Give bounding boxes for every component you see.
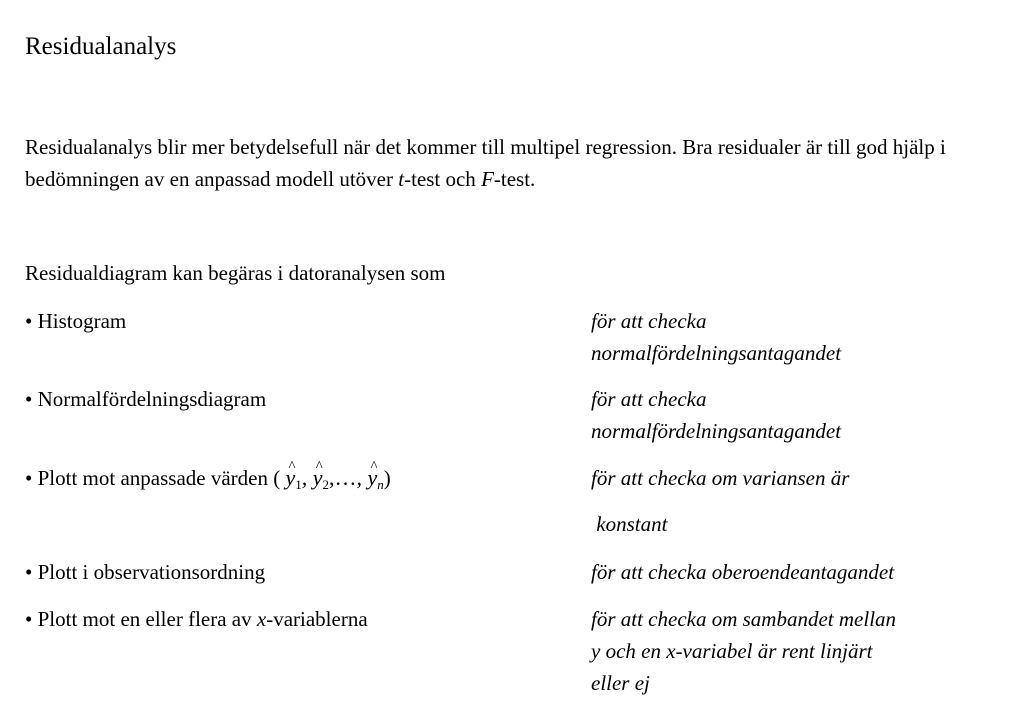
desc-line: normalfördelningsantagandet [591, 419, 842, 443]
paragraph-text-1: Residualanalys blir mer betydelsefull när det kommer till multipel regression. Bra residualer är till god hjälp i bedömningen av en anpassad modell utöver [25, 135, 946, 191]
item-label: • Normalfördelningsdiagram [25, 387, 267, 411]
list-item-normal-plot [25, 383, 266, 415]
item-label: • Plott mot anpassade värden ( [25, 466, 281, 490]
item-label: • Plott mot en eller flera av [25, 607, 257, 631]
intro-paragraph [25, 131, 985, 195]
paragraph-text-2: -test och [404, 167, 482, 191]
desc-line: y och en x-variabel är rent linjärt [591, 639, 873, 663]
f-symbol: F [481, 167, 494, 191]
t-symbol: t [398, 167, 405, 191]
item-description [591, 462, 849, 540]
paragraph-text-3: -test. [493, 167, 536, 191]
list-item-fitted-values [25, 462, 391, 501]
item-label: • Plott i observationsordning [25, 560, 266, 584]
list-item-x-variables [25, 603, 368, 635]
item-description [591, 603, 896, 699]
fitted-values-formula: ^ $y_1$, ^ $y_2,\dots$, ^ $y_n$ [285, 465, 383, 490]
item-description [591, 556, 894, 588]
desc-line: för att checka om sambandet mellan [591, 607, 897, 631]
diagram-intro: Residualdiagram kan begäras i datoranalysen som [25, 261, 446, 285]
desc-line: för att checka om variansen är [591, 466, 850, 490]
page-title: Residualanalys [25, 33, 177, 60]
desc-line: eller ej [591, 671, 650, 695]
item-description [591, 305, 841, 369]
list-item-observation-order [25, 556, 265, 588]
item-label: • Histogram [25, 309, 127, 333]
item-description [591, 383, 841, 447]
list-item-histogram [25, 305, 126, 337]
item-label-suffix: -variablerna [266, 607, 368, 631]
desc-line: för att checka [591, 309, 707, 333]
x-symbol: x [256, 607, 267, 631]
desc-line: för att checka oberoendeantagandet [591, 560, 895, 584]
desc-line: normalfördelningsantagandet [591, 341, 842, 365]
desc-line: konstant [591, 512, 668, 536]
item-label-close: ) [383, 466, 391, 490]
desc-line: för att checka [591, 387, 707, 411]
